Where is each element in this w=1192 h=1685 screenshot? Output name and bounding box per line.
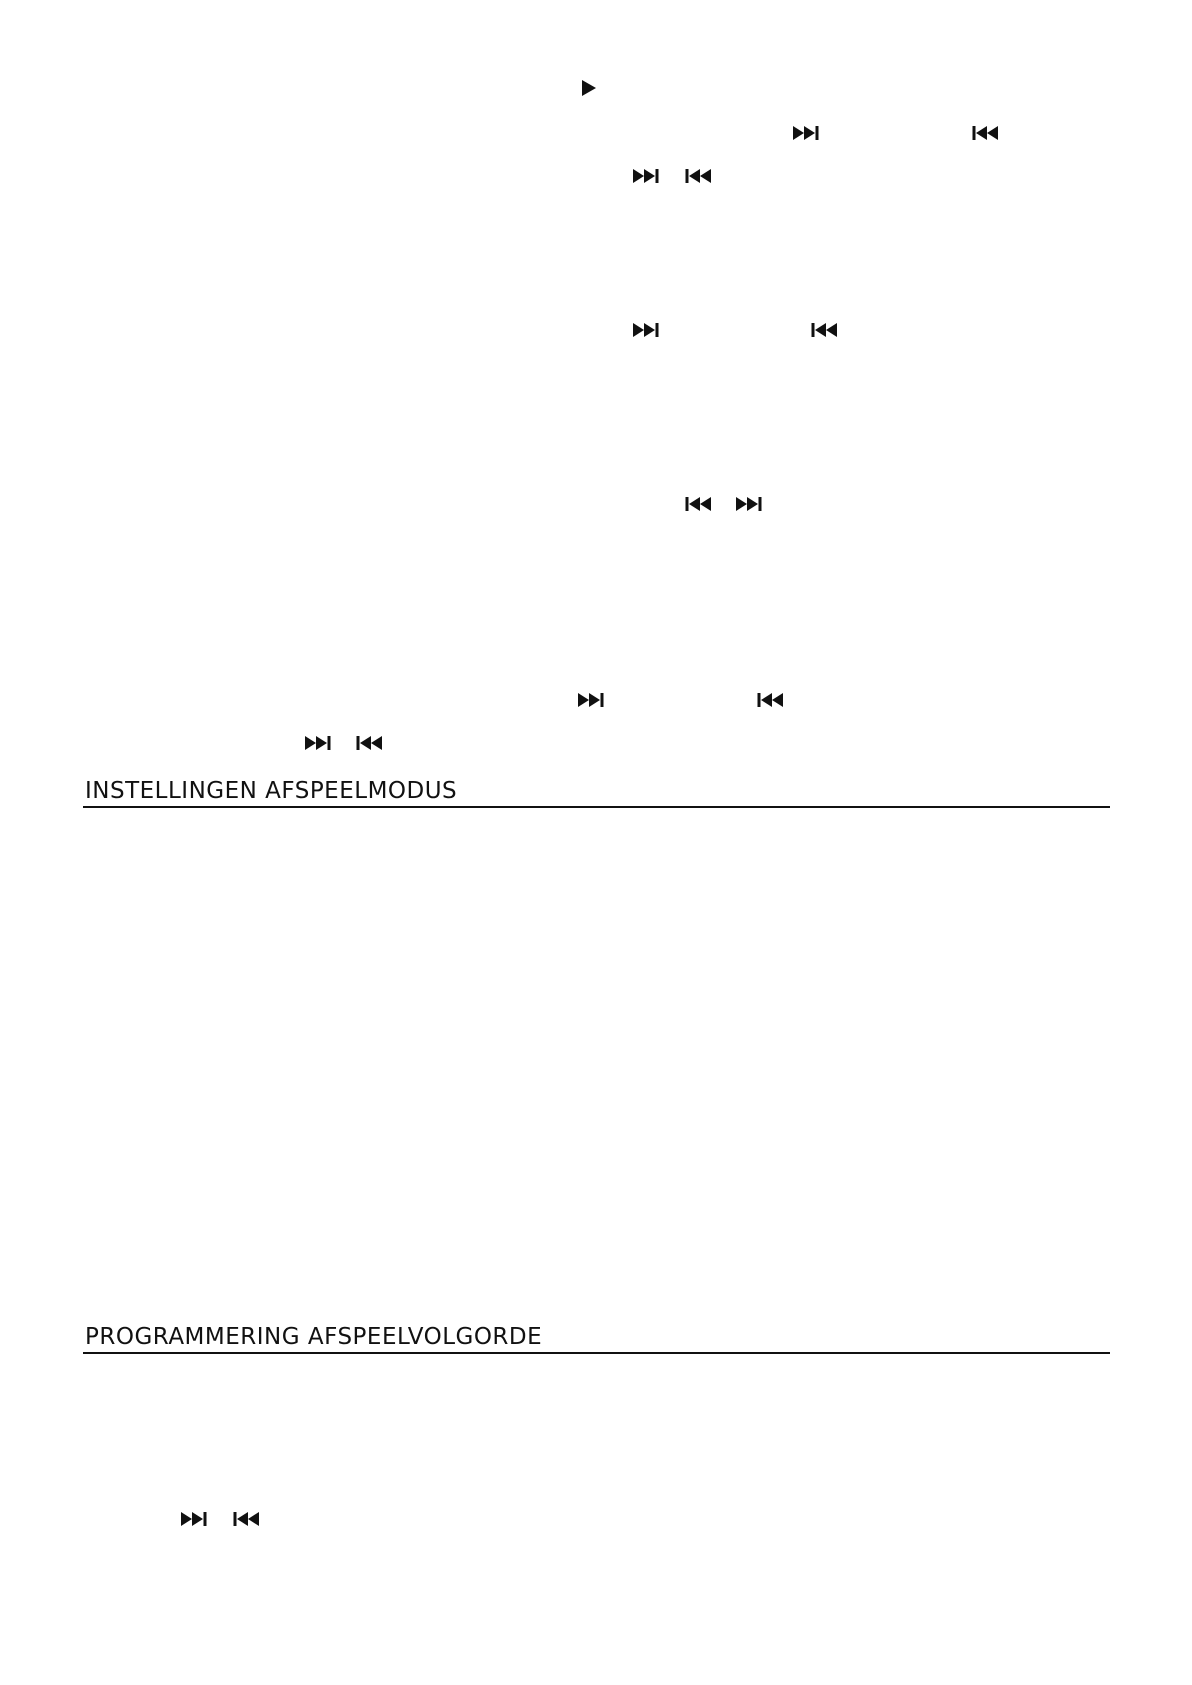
next-track-icon xyxy=(793,126,819,140)
section-heading-program-order: PROGRAMMERING AFSPEELVOLGORDE xyxy=(85,1324,543,1350)
previous-track-icon xyxy=(685,497,711,511)
section-divider xyxy=(83,1352,1110,1354)
previous-track-icon xyxy=(685,169,711,183)
previous-track-icon xyxy=(811,323,837,337)
next-track-icon xyxy=(181,1512,207,1526)
next-track-icon xyxy=(633,323,659,337)
previous-track-icon xyxy=(356,736,382,750)
previous-track-icon xyxy=(972,126,998,140)
section-heading-playback-mode: INSTELLINGEN AFSPEELMODUS xyxy=(85,778,458,804)
next-track-icon xyxy=(305,736,331,750)
previous-track-icon xyxy=(757,693,783,707)
section-divider xyxy=(83,806,1110,808)
next-track-icon xyxy=(578,693,604,707)
previous-track-icon xyxy=(233,1512,259,1526)
next-track-icon xyxy=(633,169,659,183)
next-track-icon xyxy=(736,497,762,511)
play-icon xyxy=(582,80,596,96)
